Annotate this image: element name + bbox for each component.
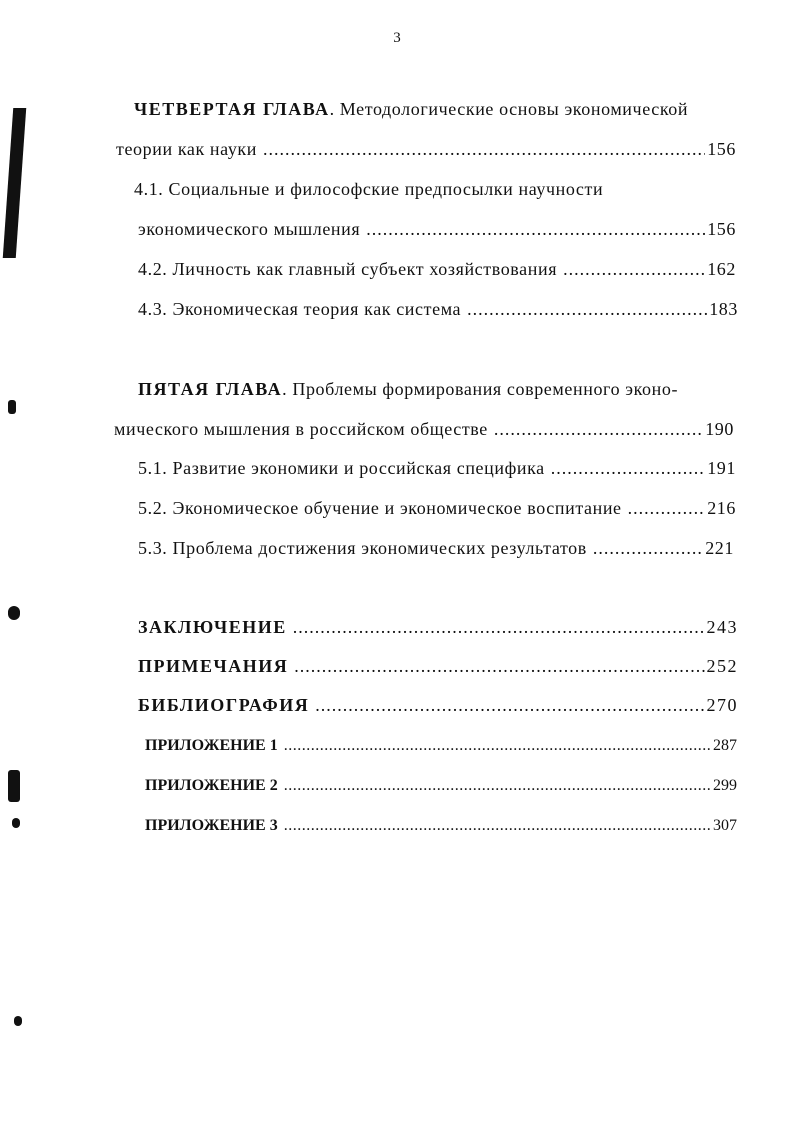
section-title: 5.1. Развитие экономики и российская специфика bbox=[138, 458, 545, 478]
section-4-1 bbox=[134, 178, 603, 200]
page-ref: 162 bbox=[707, 259, 736, 279]
scan-artifact-bar bbox=[3, 108, 26, 258]
section-title-cont: экономического мышления bbox=[138, 219, 361, 239]
toc-entry-bibliography bbox=[138, 694, 738, 716]
page-ref: 191 bbox=[707, 458, 736, 478]
toc-entry-notes bbox=[138, 655, 738, 677]
section-title: 4.2. Личность как главный субъект хозяйствования bbox=[138, 259, 558, 279]
page-ref: 183 bbox=[709, 299, 738, 319]
section-title: 4.3. Экономическая теория как система bbox=[138, 299, 462, 319]
leader-dots bbox=[263, 138, 705, 160]
toc-entry-appendix-2 bbox=[145, 775, 737, 797]
page-number: 3 bbox=[393, 30, 401, 46]
chapter-4-title: . Методологические основы экономической bbox=[329, 99, 689, 119]
toc-entry-chapter-5 bbox=[114, 418, 734, 440]
chapter-5-title-cont: мического мышления в российском обществе bbox=[114, 419, 488, 439]
page-ref: 190 bbox=[705, 419, 734, 439]
leader-dots bbox=[284, 775, 711, 797]
chapter-4-label: ЧЕТВЕРТАЯ ГЛАВА bbox=[134, 99, 330, 119]
leader-dots bbox=[563, 258, 705, 280]
chapter-4-heading bbox=[134, 98, 688, 120]
page-ref: 287 bbox=[713, 737, 737, 754]
scan-artifact-mark bbox=[8, 770, 20, 802]
back-matter-title: БИБЛИОГРАФИЯ bbox=[138, 695, 310, 715]
leader-dots bbox=[315, 694, 704, 716]
page-ref: 216 bbox=[707, 498, 736, 518]
page-ref: 156 bbox=[707, 139, 736, 159]
toc-entry-5-3 bbox=[138, 537, 734, 559]
leader-dots bbox=[284, 735, 711, 757]
leader-dots bbox=[494, 418, 703, 440]
chapter-5-title: . Проблемы формирования современного эконо- bbox=[282, 379, 679, 399]
leader-dots bbox=[551, 457, 705, 479]
toc-entry-appendix-3 bbox=[145, 815, 737, 837]
back-matter-title: ПРИЛОЖЕНИЕ 3 bbox=[145, 817, 278, 834]
scan-artifact-mark bbox=[14, 1016, 22, 1026]
scan-artifact-mark bbox=[12, 818, 20, 828]
toc-entry-chapter-4 bbox=[116, 138, 736, 160]
leader-dots bbox=[294, 655, 704, 677]
back-matter-title: ПРИМЕЧАНИЯ bbox=[138, 656, 289, 676]
chapter-5-heading bbox=[138, 378, 678, 400]
back-matter-title: ПРИЛОЖЕНИЕ 2 bbox=[145, 777, 278, 794]
toc-entry-4-2 bbox=[138, 258, 736, 280]
page-ref: 299 bbox=[713, 777, 737, 794]
back-matter-title: ПРИЛОЖЕНИЕ 1 bbox=[145, 737, 278, 754]
chapter-4-title-cont: теории как науки bbox=[116, 139, 258, 159]
leader-dots bbox=[366, 218, 705, 240]
chapter-5-label: ПЯТАЯ ГЛАВА bbox=[138, 379, 283, 399]
scan-artifact-mark bbox=[8, 400, 16, 414]
toc-entry-4-3 bbox=[138, 298, 738, 320]
toc-entry-appendix-1 bbox=[145, 735, 737, 757]
leader-dots bbox=[467, 298, 707, 320]
section-title: 5.2. Экономическое обучение и экономическое воспитание bbox=[138, 498, 622, 518]
scan-artifact-mark bbox=[8, 606, 20, 620]
toc-entry-conclusion bbox=[138, 616, 738, 638]
toc-entry-4-1 bbox=[138, 218, 736, 240]
section-title: 5.3. Проблема достижения экономических результатов bbox=[138, 538, 587, 558]
leader-dots bbox=[593, 537, 703, 559]
leader-dots bbox=[293, 616, 705, 638]
back-matter-title: ЗАКЛЮЧЕНИЕ bbox=[138, 617, 287, 637]
section-title: 4.1. Социальные и философские предпосылки научности bbox=[134, 179, 604, 199]
page-ref: 307 bbox=[713, 817, 737, 834]
leader-dots bbox=[284, 815, 711, 837]
page-ref: 252 bbox=[706, 656, 738, 676]
page-ref: 270 bbox=[706, 695, 738, 715]
toc-entry-5-2 bbox=[138, 497, 736, 519]
page-ref: 221 bbox=[705, 538, 734, 558]
page-ref: 243 bbox=[706, 617, 738, 637]
toc-entry-5-1 bbox=[138, 457, 736, 479]
page-ref: 156 bbox=[707, 219, 736, 239]
leader-dots bbox=[628, 497, 706, 519]
